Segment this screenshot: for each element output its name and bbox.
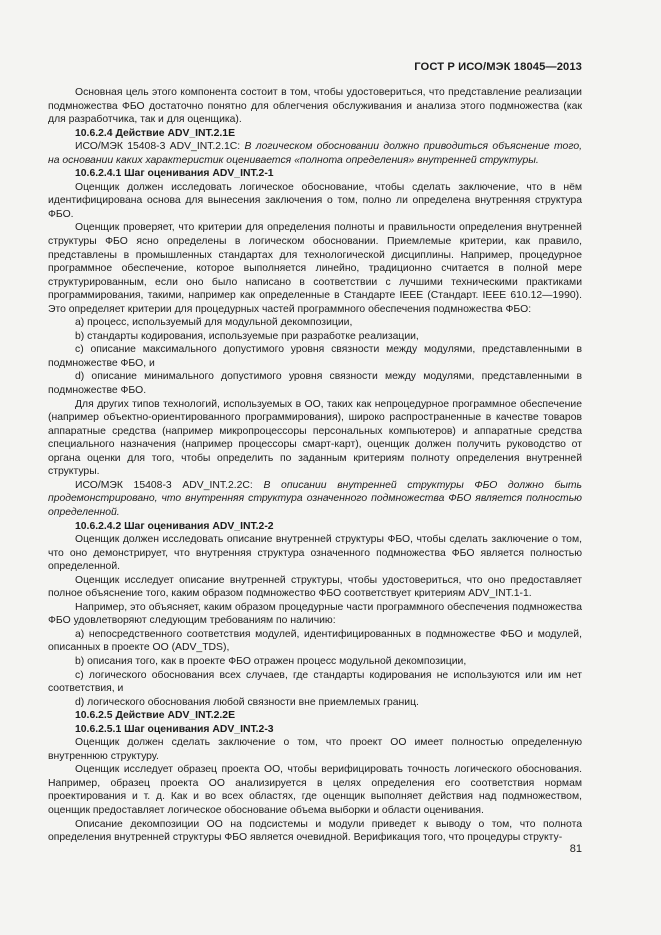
requirement-text: В описании внутренней структуры ФБО должно быть продемонстрировано, что внутренняя структура означенного подмножества ФБО является полностью определенной. [48,479,582,518]
paragraph: c) логического обоснования всех случаев, где стандарты кодирования не используются или им нет соответствия, и [48,669,582,695]
section-heading: 10.6.2.5.1 Шаг оценивания ADV_INT.2-3 [75,723,274,735]
list-item: b) стандарты кодирования, используемые при разработке реализации, [75,330,419,342]
paragraph: Оценщик должен исследовать описание внутренней структуры ФБО, чтобы сделать заключение о том, что оно демонстрирует, что внутренняя структура означенного подмножества ФБО является полностью определенной. [48,534,582,573]
requirement-reference: ИСО/МЭК 15408-3 ADV_INT.2.1C: [75,141,245,153]
requirement-paragraph [48,479,582,520]
requirement-text: В логическом обосновании должно приводиться объяснение того, на основании каких характеристик оценивается «полнота определения» внутренней структуры. [48,141,582,166]
paragraph: Оценщик исследует описание внутренней структуры, чтобы удостовериться, что оно предоставляет полное объяснение того, каким образом подмножество ФБО соответствует критериям ADV_INT.1-1. [48,574,582,600]
paragraph: Основная цель этого компонента состоит в том, чтобы удостовериться, что представление реализации подмножества ФБО достаточно понятно для облегчения обслуживания и анализа этого подмножества (как для разработчика, так и для оценщика). [48,87,582,126]
paragraph: Описание декомпозиции ОО на подсистемы и модули приведет к выводу о том, что полнота определения внутренней структуры ФБО является очевидной. Верификация того, что процедуры структу- [48,818,582,844]
paragraph: a) непосредственного соответствия модулей, идентифицированных в подмножестве ФБО и модулей, описанных в проекте ОО (ADV_TDS), [48,628,582,654]
paragraph: Оценщик должен сделать заключение о том, что проект ОО имеет полностью определенную внутреннюю структуру. [48,737,582,762]
section-heading: 10.6.2.4.2 Шаг оценивания ADV_INT.2-2 [75,520,274,532]
requirement-paragraph [48,140,582,167]
paragraph: Для других типов технологий, используемых в ОО, таких как непроцедурное программное обеспечение (например объектно-ориентированного программирования), широко распространенные в качестве товаров аппаратные средства (например микропроцессоры персональных компьютеров) и аппаратные средства специального назначения (например процессоры смарт-карт), оценщик должен получить руководство от органа оценки для того, чтобы определить по заданным критериям полноту определения внутренней структуры. [48,398,582,478]
page-number: 81 [569,843,582,855]
paragraph: Оценщик проверяет, что критерии для определения полноты и правильности определения внутренней структуры ФБО ясно определены в логическом обосновании. Приемлемые критерии, как правило, представлены в промышленных стандартах для технологической дисциплины. Например, процедурное программное обеспечение, которое выполняется линейно, традиционно считается в полной мере структурированным, если оно было написано в соответствии с лучшими техническими практиками программирования, такими, например как определенные в Стандарте IEEE (Стандарт. IEEE 610.12—1990). Это определяет критерии для процедурных частей программного обеспечения подмножества ФБО: [48,222,582,315]
list-item: d) логического обоснования любой связности вне приемлемых границ. [75,696,419,708]
standard-header: ГОСТ Р ИСО/МЭК 18045—2013 [414,61,582,73]
paragraph: Например, это объясняет, каким образом процедурные части программного обеспечения подмножества ФБО удовлетворяют следующим требованиям по наличию: [48,601,582,627]
requirement-reference: ИСО/МЭК 15408-3 ADV_INT.2.2C: [75,479,264,491]
paragraph: Оценщик исследует образец проекта ОО, чтобы верифицировать точность логического обоснования. Например, образец проекта ОО анализируется в целях определения его соответствия нормам проектирования и т. д. Как и во всех областях, где оценщик выполняет действия над подмножеством, оценщик предоставляет логическое обоснование объема выборки и области оценивания. [48,764,582,816]
list-item: a) процесс, используемый для модульной декомпозиции, [75,317,353,329]
section-heading: 10.6.2.5 Действие ADV_INT.2.2E [75,710,236,722]
page-content [48,86,582,845]
paragraph: Оценщик должен исследовать логическое обоснование, чтобы сделать заключение, что в нём идентифицирована основа для вынесения заключения о том, полно ли определена внутренняя структура ФБО. [48,181,582,220]
list-item: b) описания того, как в проекте ФБО отражен процесс модульной декомпозиции, [75,655,467,667]
paragraph: c) описание максимального допустимого уровня связности между модулями, представленными в подмножестве ФБО, и [48,344,582,369]
section-heading: 10.6.2.4 Действие ADV_INT.2.1E [75,127,236,139]
paragraph: d) описание минимального допустимого уровня связности между модулями, представленными в подмножестве ФБО. [48,371,582,397]
section-heading: 10.6.2.4.1 Шаг оценивания ADV_INT.2-1 [75,168,274,180]
